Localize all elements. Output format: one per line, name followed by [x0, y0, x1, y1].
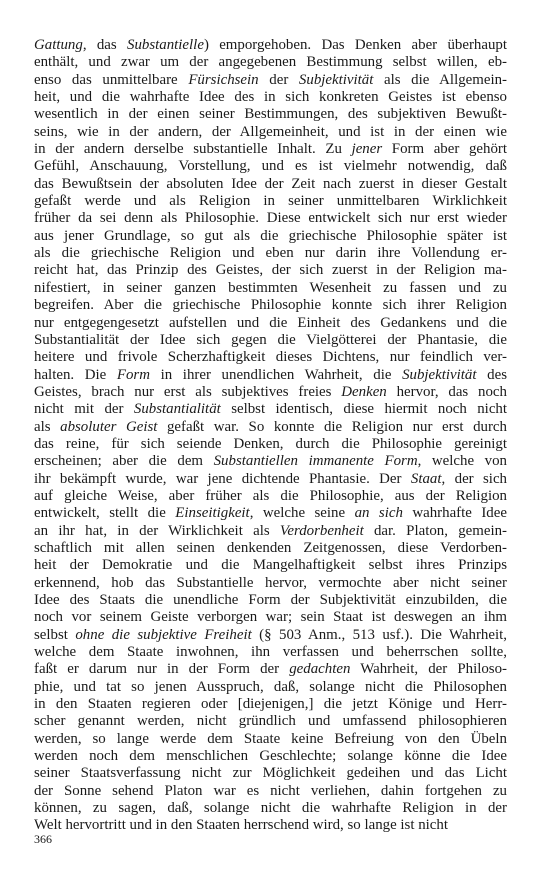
text-run: erscheinen; aber die dem [34, 453, 214, 470]
italic-text: ohne die subjektive Freiheit [75, 626, 252, 643]
text-run: früher da sei denn als Philosophie. Diese entwickelt sich nur erst wieder [34, 210, 507, 227]
text-run: werden, so lange werde dem Staate keine Befreiung von den Übeln [34, 730, 507, 747]
page-number: 366 [34, 832, 52, 846]
text-run: , der sich [441, 470, 508, 487]
text-line [34, 748, 507, 765]
text-line [34, 488, 507, 505]
italic-text: jener [351, 141, 383, 158]
text-run: der Sonne sehend Platon war es nicht verliehen, dahin fortgehen zu [34, 782, 507, 799]
text-line [34, 627, 507, 644]
text-line [34, 210, 507, 227]
italic-text: Form [116, 366, 150, 383]
italic-text: Fürsichsein [188, 71, 259, 88]
text-line [34, 262, 507, 279]
text-line [34, 158, 507, 175]
text-run: ) emporgehoben. Das Denken aber überhaupt [203, 37, 507, 53]
text-line [34, 72, 507, 89]
text-run: seiner Staatsverfassung nicht zur Möglichkeit gedeihen und das Licht [34, 765, 507, 782]
text-run: gefaßt werde und als Religion in seiner unmittelbaren Wirklichkeit [34, 193, 507, 210]
text-line [34, 332, 507, 349]
text-line [34, 540, 507, 557]
text-run: enso das unmittelbare [34, 71, 189, 88]
text-run: können, zu sagen, daß, solange nicht die wahrhafte Religion in der [34, 800, 507, 817]
text-run: , das [82, 37, 127, 53]
italic-text: Subjektivität [298, 71, 374, 88]
text-run: welche dem Staate inwohnen, ihn verfassen und beherrschen sollte, [34, 644, 507, 661]
text-run: faßt er darum nur in der Form der [34, 661, 290, 678]
text-run: erkennend, hob das Substantielle hervor, vermochte aber nicht seiner [34, 574, 507, 591]
text-line [34, 297, 507, 314]
text-line [34, 644, 507, 661]
italic-text: Einseitigkeit [175, 505, 250, 522]
text-run: Idee des Staats die unendliche Form der Subjektivität einzubilden, die [34, 592, 507, 608]
text-line [34, 436, 507, 453]
text-run: Substantialität der Idee sich gegen die Vielgötterei der Phantasie, die [34, 331, 507, 348]
text-run: , welche von [417, 453, 507, 470]
text-line [34, 453, 507, 470]
text-run: reicht hat, das Prinzip des Geistes, der sich zuerst in der Religion ma- [34, 262, 507, 279]
text-line [34, 661, 507, 678]
text-run: nicht mit der [34, 401, 134, 418]
text-run: Form aber gehört [382, 141, 507, 158]
text-line [34, 315, 507, 332]
italic-text: absoluter Geist [60, 418, 158, 435]
text-line [34, 523, 507, 540]
text-line [34, 37, 507, 54]
text-run: hervor, das noch [386, 383, 507, 400]
text-run: noch vor seinem Geiste verborgen war; sein Staat ist deswegen an ihm [34, 609, 507, 626]
text-run: ihr bekämpft wurde, war jene dichtende Phantasie. Der [34, 470, 411, 487]
text-run: werden noch dem menschlichen Geschlechte; solange könne die Idee [34, 748, 507, 765]
text-line [34, 505, 507, 522]
text-run: (§ 503 Anm., 513 usf.). Die Wahrheit, [251, 626, 507, 643]
text-run: in der andern derselbe substantielle Inhalt. Zu [34, 141, 352, 158]
text-run: begreifen. Aber die griechische Philosophie konnte sich ihrer Religion [34, 297, 507, 314]
text-line [34, 713, 507, 730]
text-line [34, 401, 507, 418]
text-line [34, 141, 507, 158]
text-run: phie, und tat so jenen Ausspruch, daß, solange nicht die Philosophen [34, 678, 507, 695]
text-run: enthält, und zwar um der angegebenen Bestimmung selbst willen, eb- [34, 54, 507, 71]
text-line [34, 193, 507, 210]
text-run: nur entgegengesetzt aufstellen und die Einheit des Gedankens und die [34, 314, 507, 331]
text-line [34, 280, 507, 297]
text-line [34, 679, 507, 696]
text-run: entwickelt, stellt die [34, 505, 176, 522]
text-run: an ihr hat, in der Wirklichkeit als [34, 522, 280, 539]
text-line [34, 696, 507, 713]
text-line [34, 124, 507, 141]
text-line [34, 471, 507, 488]
text-run: auf gleiche Weise, aber früher als die Philosophie, aus der Religion [34, 487, 507, 504]
text-line [34, 783, 507, 800]
italic-text: an sich [354, 505, 403, 522]
text-line [34, 592, 507, 609]
text-run: des [476, 366, 507, 383]
text-run: nifestiert, in seiner ganzen bestimmten Wesenheit zu fassen und zu [34, 279, 507, 296]
italic-text: Subjektivität [402, 366, 477, 383]
text-run: seins, wie in der andern, der Allgemeinheit, und ist in der einen wie [34, 123, 507, 140]
text-line [34, 817, 507, 834]
text-run: selbst identisch, diese hiermit noch nicht [220, 401, 508, 418]
text-run: in den Staaten regieren oder [diejenigen,] die jetzt Könige und Herr- [34, 696, 507, 713]
text-run: das reine, für sich seiende Denken, durch die Philosophie gereinigt [34, 435, 507, 452]
text-run: der [258, 71, 299, 88]
text-run: als die griechische Religion und eben nur darin ihre Vollendung er- [34, 245, 507, 262]
italic-text: Gattung [34, 37, 83, 53]
text-line [34, 800, 507, 817]
text-run: scher genannt werden, nicht gründlich und umfassend philosophieren [34, 713, 507, 730]
text-run: selbst [34, 626, 76, 643]
text-run: Gefühl, Anschauung, Vorstellung, und es ist vielmehr notwendig, daß [34, 158, 507, 175]
text-line [34, 609, 507, 626]
text-run: aus jener Grundlage, so gut als die griechische Philosophie später ist [34, 227, 507, 244]
italic-text: Substantialität [133, 401, 221, 418]
text-run: schaftlich mit allen seinen denkenden Zeitgenossen, diese Verdorben- [34, 539, 507, 556]
text-line [34, 419, 507, 436]
text-line [34, 89, 507, 106]
text-line [34, 245, 507, 262]
text-line [34, 384, 507, 401]
italic-text: Staat [410, 470, 442, 487]
text-run: als [34, 418, 61, 435]
text-run: , welche seine [249, 505, 355, 522]
italic-text: Substantielle [127, 37, 204, 53]
text-run: heitere und frivole Scherzhaftigkeit dieses Dichtens, nur feindlich ver- [34, 349, 507, 366]
text-run: Wahrheit, der Philoso- [350, 661, 507, 678]
italic-text: gedachten [289, 661, 351, 678]
text-run: wahrhafte Idee [402, 505, 507, 522]
text-line [34, 557, 507, 574]
text-run: das Bewußtsein der absoluten Idee der Zeit nach zuerst in dieser Gestalt [34, 175, 507, 192]
text-line [34, 765, 507, 782]
text-run: heit der Demokratie und die Mangelhaftigkeit selbst ihres Prinzips [34, 557, 507, 574]
italic-text: Substantiellen immanente Form [213, 453, 418, 470]
text-line [34, 349, 507, 366]
italic-text: Denken [341, 383, 387, 400]
text-run: Geistes, brach nur erst als subjektives freies [34, 383, 342, 400]
text-line [34, 367, 507, 384]
body-text [34, 37, 507, 835]
text-line [34, 54, 507, 71]
text-line [34, 228, 507, 245]
text-line [34, 575, 507, 592]
text-run: gefaßt war. So konnte die Religion nur erst durch [157, 418, 507, 435]
text-run: Welt hervortritt und in den Staaten herrschend wird, so lange ist nicht [34, 817, 448, 834]
text-run: heit, und die wahrhafte Idee des in sich konkreten Geistes ist ebenso [34, 89, 507, 106]
text-line [34, 176, 507, 193]
text-run: halten. Die [34, 366, 117, 383]
text-line [34, 106, 507, 123]
text-run: wesentlich in der einen seiner Bestimmungen, des subjektiven Bewußt- [34, 106, 507, 123]
text-run: in ihrer unendlichen Wahrheit, die [149, 366, 403, 383]
text-line [34, 731, 507, 748]
text-run: als die Allgemein- [373, 71, 507, 88]
text-run: dar. Platon, gemein- [363, 522, 507, 539]
italic-text: Verdorbenheit [279, 522, 364, 539]
